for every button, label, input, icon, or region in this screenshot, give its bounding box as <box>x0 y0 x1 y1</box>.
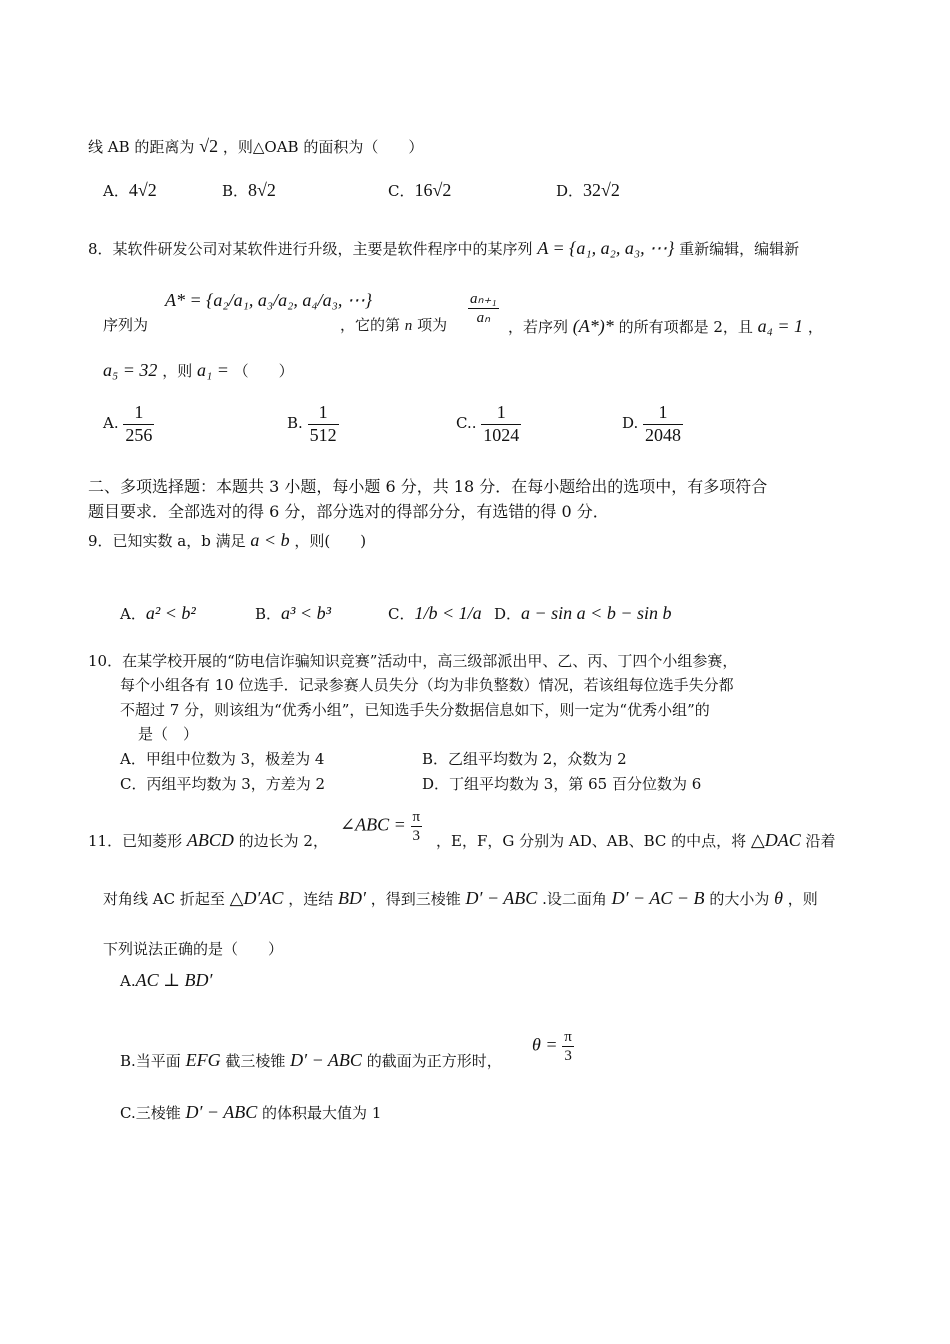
theta-eq-expr: θ = $\frac{\pi}{3}$ <box>532 1029 572 1064</box>
q11-line3: 下列说法正确的是（ ） <box>103 940 284 958</box>
q9-option-c: C．1/b < 1/a <box>388 603 482 623</box>
term-fraction: $\frac{\text{aₙ₊₁}}{\text{aₙ}}$ <box>470 291 497 326</box>
q9-option-b: B．a³ < b³ <box>255 603 331 623</box>
set-a-expr: A = {a₁, a₂, a₃, ⋯} <box>537 238 675 258</box>
q8-line1: 8．某软件研发公司对某软件进行升级，主要是软件程序中的某序列 A = {a₁, a₂, a₃, ⋯} 重新编辑，编辑新 <box>88 238 800 258</box>
q7-option-b: B．8√2 <box>222 180 276 200</box>
q8-option-b: B. $\frac{1}{512}$ <box>287 402 337 445</box>
q8-line3: a₅ = 32 ，则 a₁ = （ ） <box>103 360 294 380</box>
q7-option-a: A．4√2 <box>103 180 157 200</box>
q11-line2: 对角线 AC 折起至 △D′AC ，连结 BD′ ，得到三棱锥 D′ − ABC .设二面角 D′ − AC − B 的大小为 θ ，则 <box>103 888 818 908</box>
q10-line1: 10．在某学校开展的“防电信诈骗知识竞赛”活动中，高三级部派出甲、乙、丙、丁四个小组参赛， <box>88 652 738 670</box>
q8-option-c: C.. $\frac{1}{1024}$ <box>456 402 520 445</box>
q10-option-b: B．乙组平均数为 2，众数为 2 <box>422 750 627 768</box>
seq-a-star-star: (A*)* <box>572 316 614 336</box>
q11-option-a: A.AC ⊥ BD′ <box>120 970 213 990</box>
q10-line4: 是（ ） <box>138 725 199 743</box>
q7-option-c: C．16√2 <box>388 180 452 200</box>
q8-line2-c: ，若序列 (A*)* 的所有项都是 2，且 a₄ = 1 ， <box>508 316 823 336</box>
q7-stem: 线 AB 的距离为 √2 ，则△OAB 的面积为（ ） <box>88 136 424 156</box>
q8-line2-b: ，它的第 n 项为 <box>340 316 448 334</box>
set-a-star-expr: A* = {a₂/a₁, a₃/a₂, a₄/a₃, ⋯} <box>165 290 373 310</box>
q10-option-c: C．丙组平均数为 3，方差为 2 <box>120 775 326 793</box>
section2-line2: 题目要求．全部选对的得 6 分，部分选对的得部分分，有选错的得 0 分． <box>88 502 609 521</box>
q11-option-b: B.当平面 EFG 截三棱锥 D′ − ABC 的截面为正方形时， <box>120 1050 502 1070</box>
q8-option-d: D. $\frac{1}{2048}$ <box>622 402 682 445</box>
q8-line2: 序列为 <box>103 316 149 334</box>
q9-stem: 9．已知实数 a，b 满足 a < b ，则( ) <box>88 530 367 550</box>
q7-option-d: D．32√2 <box>556 180 620 200</box>
q9-option-d: D．a − sin a < b − sin b <box>494 603 672 623</box>
q10-option-a: A．甲组中位数为 3，极差为 4 <box>120 750 325 768</box>
q9-option-a: A．a² < b² <box>120 603 196 623</box>
q10-line2: 每个小组各有 10 位选手．记录参赛人员失分（均为非负整数）情况，若该组每位选手失分都 <box>120 676 734 694</box>
q11-option-c: C.三棱锥 D′ − ABC 的体积最大值为 1 <box>120 1102 382 1122</box>
q11-line1: 11．已知菱形 ABCD 的边长为 2， <box>88 830 328 850</box>
angle-abc-expr: ∠ABC = $\frac{\pi}{3}$ <box>340 809 421 844</box>
q10-option-d: D．丁组平均数为 3，第 65 百分位数为 6 <box>422 775 702 793</box>
section2-line1: 二、多项选择题：本题共 3 小题，每小题 6 分，共 18 分．在每小题给出的选项中，有多项符合 <box>88 477 768 496</box>
q11-line1-b: ，E，F，G 分别为 AD、AB、BC 的中点，将 △DAC 沿着 <box>436 830 836 850</box>
q8-option-a: A. $\frac{1}{256}$ <box>103 402 153 445</box>
sqrt2-expr: √2 <box>199 136 219 156</box>
q10-line3: 不超过 7 分，则该组为“优秀小组”，已知选手失分数据信息如下，则一定为“优秀小组”的 <box>120 701 710 719</box>
